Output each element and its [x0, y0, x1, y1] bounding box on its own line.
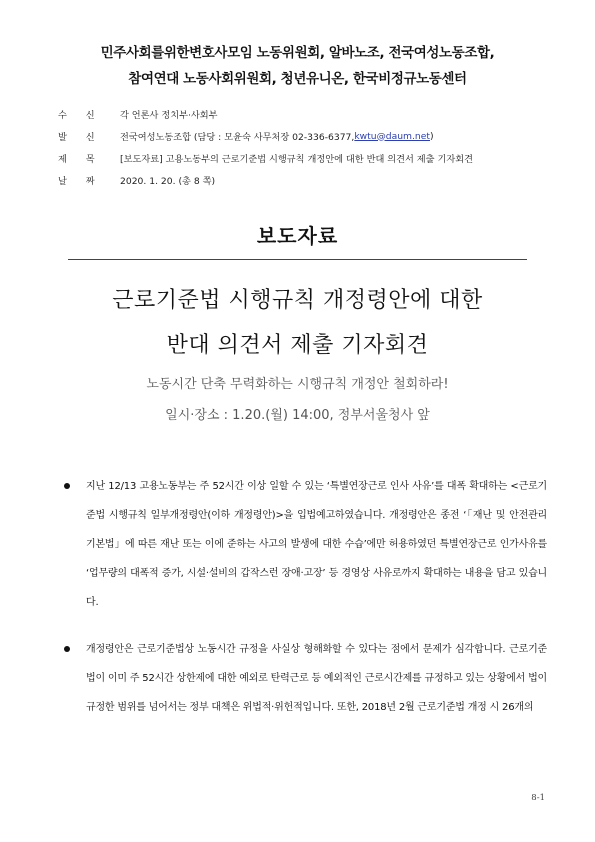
meta-table	[58, 103, 473, 191]
list-item	[64, 635, 547, 722]
meta-value: 전국여성노동조합 (담당 : 모윤숙 사무처장 02-336-6377,	[120, 132, 355, 143]
headline-line: 반대 의견서 제출 기자회견	[166, 333, 429, 358]
meta-value-close: )	[430, 130, 434, 142]
list-item	[64, 472, 547, 617]
bullet-text: 개정령안은 근로기준법상 노동시간 규정을 사실상 형해화할 수 있다는 점에서 문제가 심각합니다. 근로기준법이 이미 주 52시간 상한제에 대한 예외로 탄력근로 등 예외적인 근로시간제를 규정하고 있는 상황에서 법이 규정한 범위를 넘어서는 정부 대책은 위법적·위헌적입니다. 또한, 2018년 2월 근로기준법 개정 시 26개의	[86, 644, 547, 713]
bullet-icon	[64, 483, 70, 489]
bullet-icon	[64, 646, 70, 652]
organizations-heading	[40, 40, 555, 92]
page-number: 8-1	[531, 793, 545, 803]
meta-key: 제 목	[58, 154, 103, 165]
meta-key: 발 신	[58, 132, 103, 143]
bullet-text: 지난 12/13 고용노동부는 주 52시간 이상 일할 수 있는 ‘특별연장근로 인사 사유’를 대폭 확대하는 <근로기준법 시행규칙 일부개정령안(이하 개정령안)>을 입법예고하였습니다. 개정령안은 종전 ‘「재난 및 안전관리 기본법」에 따른 재난 또는 이에 준하는 사고의 발생에 대한 수습’에만 허용하였던 특별연장근로 인가사유를 ‘업무량의 대폭적 증가, 시설·설비의 갑작스런 장애·고장’ 등 경영상 사유로까지 확대하는 내용을 담고 있습니다.	[86, 481, 547, 608]
meta-row-sender	[58, 125, 473, 147]
meta-key: 수 신	[58, 110, 103, 121]
meta-value: [보도자료] 고용노동부의 근로기준법 시행규칙 개정안에 대한 반대 의견서 제출 기자회견	[120, 154, 473, 165]
subheadline-slogan: 노동시간 단축 무력화하는 시행규칙 개정안 철회하라!	[146, 377, 449, 392]
email-link[interactable]: kwtu@daum.net	[354, 130, 431, 142]
divider	[68, 259, 527, 260]
meta-row-date	[58, 169, 473, 191]
meta-key: 날 짜	[58, 176, 103, 187]
subheadline-schedule: 일시·장소 : 1.20.(월) 14:00, 정부서울청사 앞	[165, 408, 430, 423]
organizations-line: 참여연대 노동사회위원회, 청년유니온, 한국비정규노동센터	[128, 71, 467, 87]
headline-line: 근로기준법 시행규칙 개정령안에 대한	[112, 288, 483, 313]
meta-value: 각 언론사 정치부·사회부	[120, 110, 218, 121]
meta-value: 2020. 1. 20. (총 8 쪽)	[120, 176, 216, 187]
bullet-list	[64, 472, 547, 722]
meta-row-recipient	[58, 103, 473, 125]
document-type-title: 보도자료	[256, 224, 339, 248]
meta-row-subject	[58, 147, 473, 169]
organizations-line: 민주사회를위한변호사모임 노동위원회, 알바노조, 전국여성노동조합,	[100, 45, 495, 61]
